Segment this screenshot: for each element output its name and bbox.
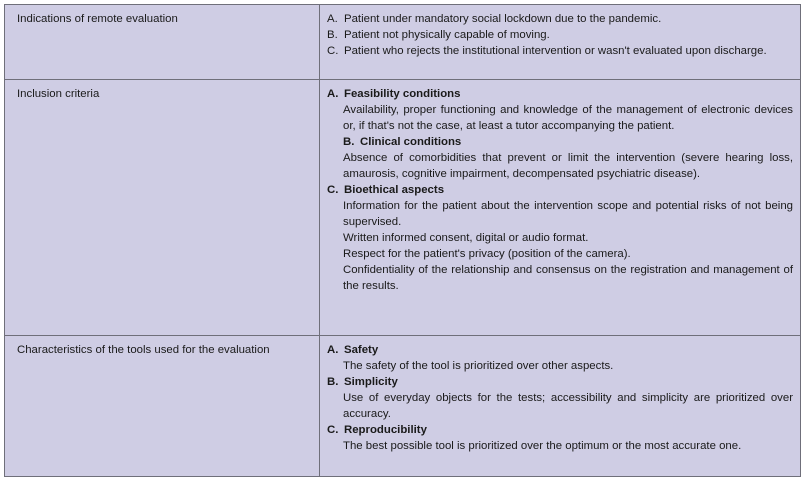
list-item <box>327 43 793 59</box>
section-paragraph: Information for the patient about the intervention scope and potential risks of not being supervised. <box>343 200 793 228</box>
list-item <box>327 27 793 43</box>
section-body <box>327 358 793 374</box>
section-title: Feasibility conditions <box>344 88 461 100</box>
section-body <box>327 150 793 182</box>
section-paragraph: Written informed consent, digital or audio format. <box>343 232 589 244</box>
item-text: Patient under mandatory social lockdown due to the pandemic. <box>344 13 662 25</box>
section-letter: C. <box>327 424 339 436</box>
section-letter: B. <box>327 376 339 388</box>
column-divider <box>319 5 320 79</box>
section-title: Safety <box>344 344 379 356</box>
section-heading <box>327 374 793 390</box>
section-paragraph: Availability, proper functioning and knowledge of the management of electronic devices or, if that's not the case, at least a tutor accompanying the patient. <box>343 104 793 132</box>
item-text: Patient not physically capable of moving. <box>344 29 550 41</box>
section-paragraph: Absence of comorbidities that prevent or limit the intervention (severe hearing loss, amaurosis, cognitive impairment, decompensated psychiatric disease). <box>343 152 793 180</box>
section-title: Clinical conditions <box>360 136 462 148</box>
criteria-table <box>4 4 801 477</box>
row-content <box>327 11 793 59</box>
section-body <box>327 390 793 422</box>
table-row <box>5 5 800 80</box>
section-body <box>327 102 793 134</box>
section-heading <box>327 86 793 102</box>
section-title: Simplicity <box>344 376 398 388</box>
table-row <box>5 336 800 476</box>
section-paragraph: Use of everyday objects for the tests; accessibility and simplicity are prioritized over accuracy. <box>343 392 793 420</box>
row-label: Inclusion criteria <box>17 88 100 100</box>
section-paragraph: The safety of the tool is prioritized over other aspects. <box>343 360 614 372</box>
section-heading <box>327 182 793 198</box>
section-title: Bioethical aspects <box>344 184 445 196</box>
row-content <box>327 342 793 454</box>
section-heading <box>327 342 793 358</box>
section-letter: A. <box>327 344 339 356</box>
section-heading <box>327 422 793 438</box>
section-paragraph: The best possible tool is prioritized over the optimum or the most accurate one. <box>343 440 742 452</box>
item-letter: C. <box>327 45 339 57</box>
item-text: Patient who rejects the institutional intervention or wasn't evaluated upon discharge. <box>344 45 767 57</box>
section-body <box>327 438 793 454</box>
row-content <box>327 86 793 294</box>
table-row <box>5 80 800 336</box>
section-letter: A. <box>327 88 339 100</box>
section-title: Reproducibility <box>344 424 427 436</box>
row-label: Indications of remote evaluation <box>17 13 178 25</box>
section-body <box>327 198 793 294</box>
section-paragraph: Confidentiality of the relationship and consensus on the registration and management of the results. <box>343 264 793 292</box>
item-letter: B. <box>327 29 338 41</box>
section-letter: C. <box>327 184 339 196</box>
section-paragraph: Respect for the patient's privacy (position of the camera). <box>343 248 631 260</box>
section-heading <box>327 134 793 150</box>
section-letter: B. <box>343 136 355 148</box>
item-letter: A. <box>327 13 338 25</box>
row-label: Characteristics of the tools used for the evaluation <box>17 344 270 356</box>
column-divider <box>319 80 320 335</box>
column-divider <box>319 336 320 476</box>
list-item <box>327 11 793 27</box>
